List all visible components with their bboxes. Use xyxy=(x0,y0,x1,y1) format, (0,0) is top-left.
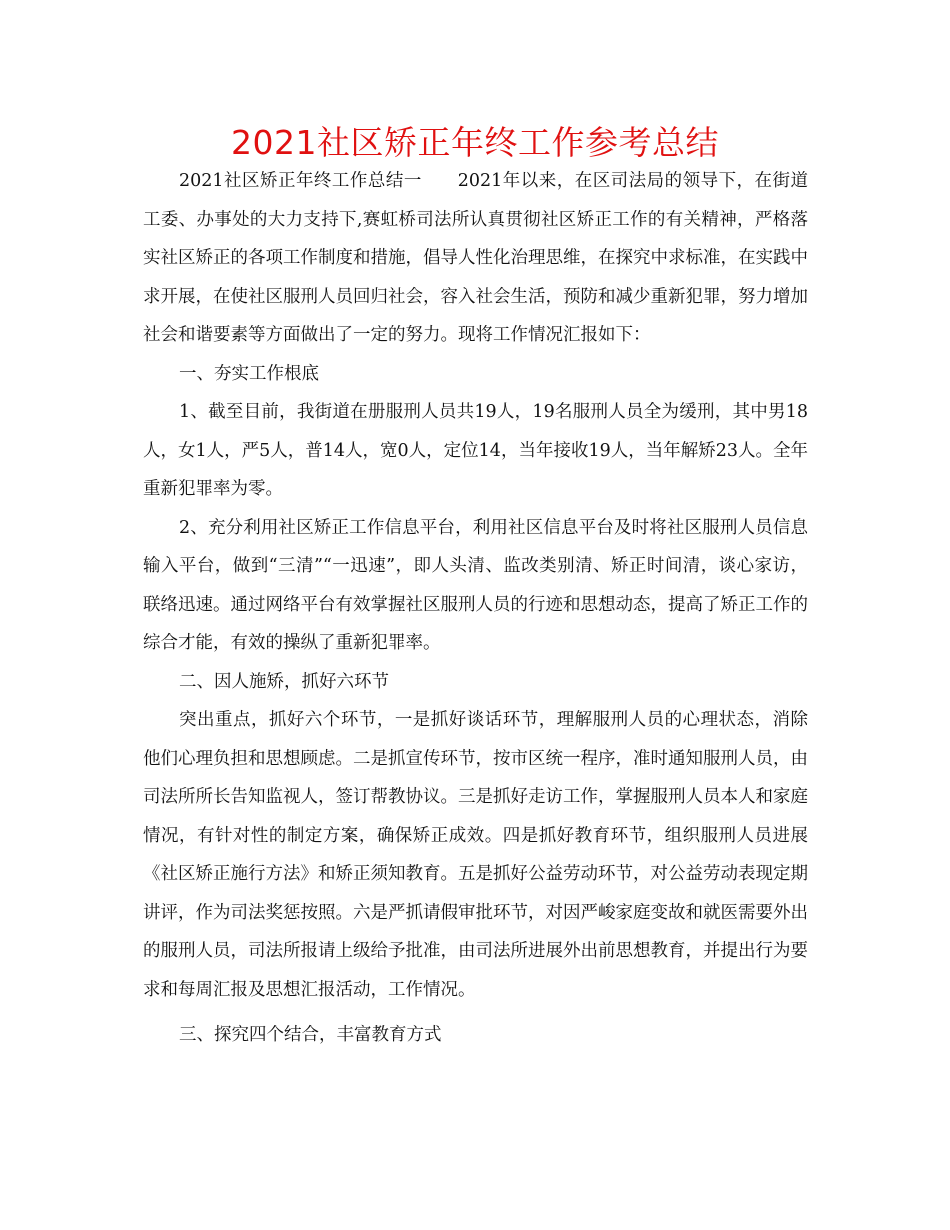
paragraph-statistics: 1、截至目前，我街道在册服刑人员共19人，19名服刑人员全为缓刑，其中男18人，女1人，严5人，普14人，宽0人，定位14，当年接收19人，当年解矫23人。全年重新犯罪率为零。 xyxy=(143,402,808,499)
paragraph-platform: 2、充分利用社区矫正工作信息平台，利用社区信息平台及时将社区服刑人员信息输入平台，做到“三清”“一迅速”，即人头清、监改类别清、矫正时间清，谈心家访，联络迅速。通过网络平台有效掌握社区服刑人员的行迹和思想动态，提高了矫正工作的综合才能，有效的操纵了重新犯罪率。 xyxy=(143,517,808,653)
section-heading-2: 二、因人施矫，抓好六环节 xyxy=(179,671,389,692)
section-heading-1: 一、夯实工作根底 xyxy=(179,363,319,384)
paragraph-intro: 2021社区矫正年终工作总结一 2021年以来，在区司法局的领导下，在街道工委、办事处的大力支持下,赛虹桥司法所认真贯彻社区矫正工作的有关精神，严格落实社区矫正的各项工作制度和措施，倡导人性化治理思维，在探究中求标准，在实践中求开展，在使社区服刑人员回归社会，容入社会生活，预防和减少重新犯罪，努力增加社会和谐要素等方面做出了一定的努力。现将工作情况汇报如下： xyxy=(143,171,808,345)
section-heading-3: 三、探究四个结合，丰富教育方式 xyxy=(179,1025,442,1045)
document-body xyxy=(143,162,808,1055)
page-title: 2021社区矫正年终工作参考总结 xyxy=(231,123,719,162)
paragraph-six-links: 突出重点，抓好六个环节，一是抓好谈话环节，理解服刑人员的心理状态，消除他们心理负担和思想顾虑。二是抓宣传环节，按市区统一程序，准时通知服刑人员，由司法所所长告知监视人，签订帮教协议。三是抓好走访工作，掌握服刑人员本人和家庭情况，有针对性的制定方案，确保矫正成效。四是抓好教育环节，组织服刑人员进展《社区矫正施行方法》和矫正须知教育。五是抓好公益劳动环节，对公益劳动表现定期讲评，作为司法奖惩按照。六是严抓请假审批环节，对因严峻家庭变故和就医需要外出的服刑人员，司法所报请上级给予批准，由司法所进展外出前思想教育，并提出行为要求和每周汇报及思想汇报活动，工作情况。 xyxy=(143,710,808,1000)
